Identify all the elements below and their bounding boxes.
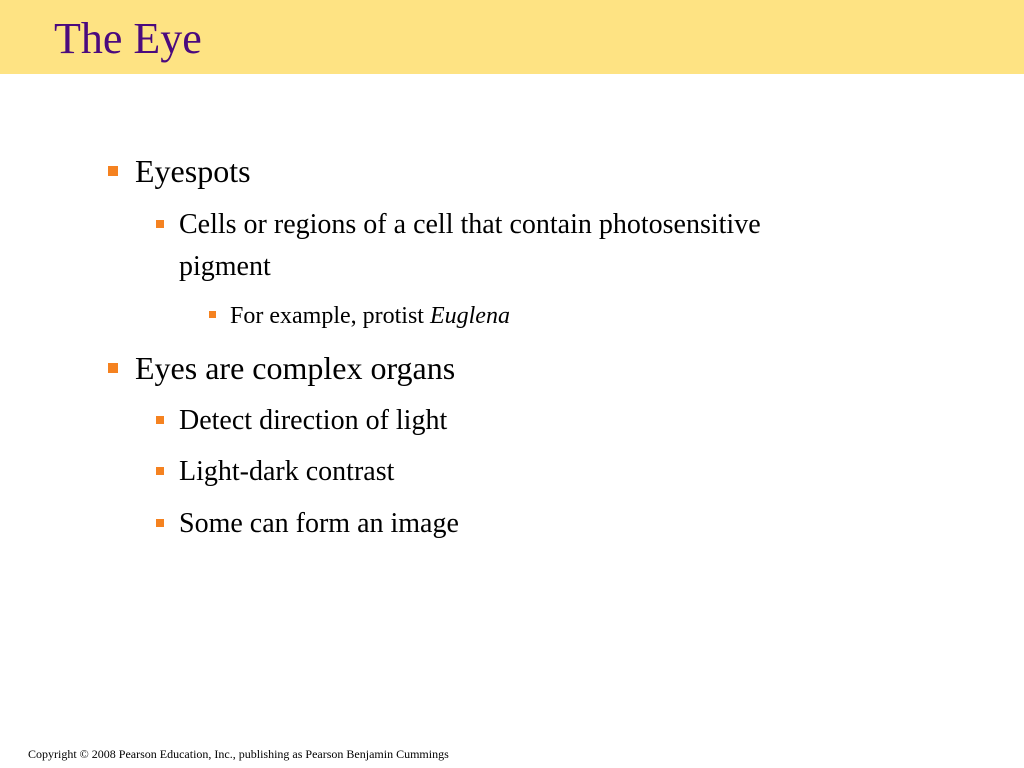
euglena-italic: Euglena — [429, 303, 510, 329]
bullet-text: Eyes are complex organs — [135, 350, 456, 386]
square-bullet-icon — [209, 311, 216, 318]
title-band — [0, 0, 1024, 74]
square-bullet-icon — [108, 166, 118, 176]
subbullet-text-line-1: Cells or regions of a cell that contain photosensitive — [179, 209, 761, 240]
example-prefix: For example, protist — [230, 303, 430, 329]
slide-title: The Eye — [54, 14, 202, 63]
copyright-footer: Copyright © 2008 Pearson Education, Inc., publishing as Pearson Benjamin Cummings — [28, 747, 449, 761]
square-bullet-icon — [156, 416, 164, 424]
square-bullet-icon — [156, 519, 164, 527]
subsubbullet-text — [230, 302, 510, 330]
subbullet-text-line-2: pigment — [179, 251, 271, 282]
square-bullet-icon — [156, 467, 164, 475]
subbullet-text: Detect direction of light — [179, 405, 448, 436]
subbullet-text: Light-dark contrast — [179, 456, 395, 487]
square-bullet-icon — [108, 363, 118, 373]
subbullet-text: Some can form an image — [179, 508, 459, 539]
square-bullet-icon — [156, 220, 164, 228]
bullet-text: Eyespots — [135, 153, 251, 189]
